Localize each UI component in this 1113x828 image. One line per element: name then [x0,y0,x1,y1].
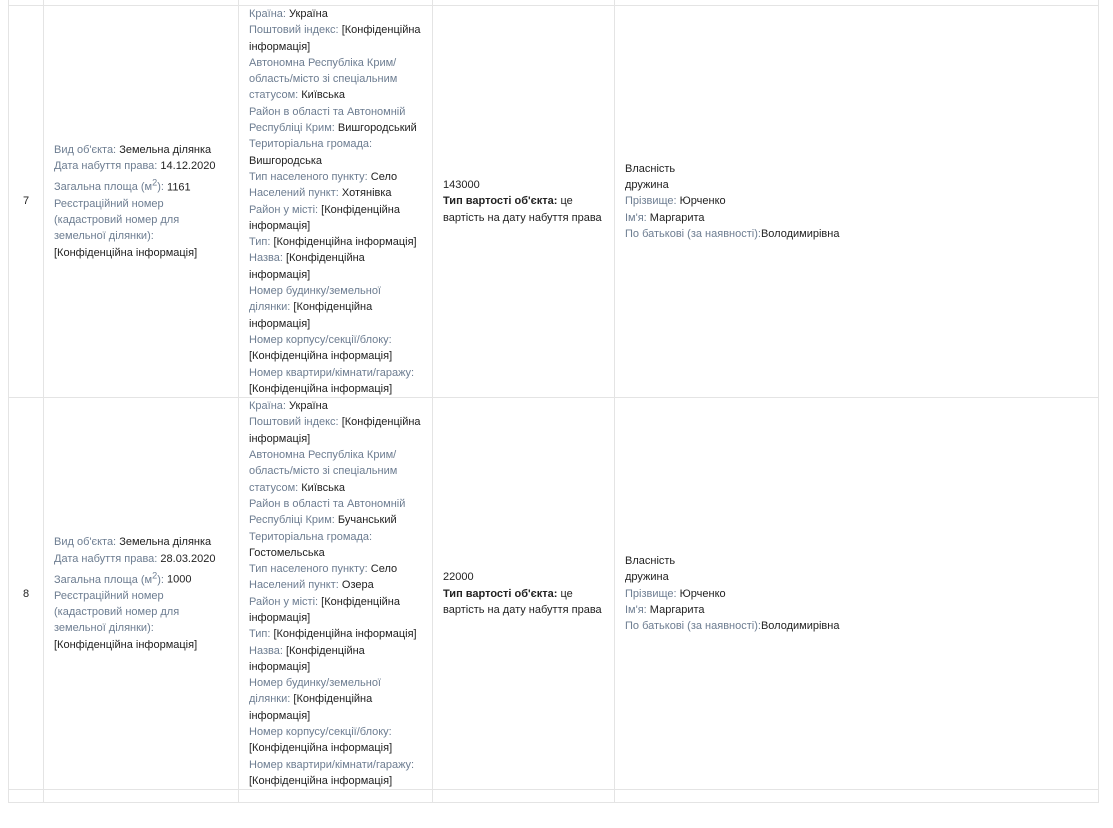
acquisition-date: Дата набуття права: 28.03.2020 [54,552,216,565]
street-type-label: Тип: [249,236,271,249]
community-label: Територіальна громада: [249,138,373,151]
value-type-value: це вартість на дату набуття права [443,195,602,224]
country-value: Україна [289,8,328,20]
object-cell [44,398,239,790]
patronymic-label: По батькові (за наявності): [625,228,761,240]
region-value: Київська [301,89,345,102]
apartment-value: [Конфіденційна інформація] [249,382,393,395]
object-type: Вид об'єкта: Земельна ділянка [54,536,212,549]
apartment-value: [Конфіденційна інформація] [249,774,393,787]
street-name-label: Назва: [249,644,283,657]
total-area: Загальна площа $(м^2)$: 1161 [54,177,191,194]
surname-value: Юрченко [679,587,726,600]
value-amount: 22000 [443,571,474,584]
block-label: Номер корпусу/секції/блоку: [249,726,392,739]
row-number: 8 [9,398,44,790]
value-amount: 143000 [443,179,480,192]
value-type-label: Тип вартості об'єкта: [443,195,558,208]
building-value: [Конфіденційна інформація] [249,301,373,330]
rights-cell [615,6,1099,398]
acquisition-date: Дата набуття права: 14.12.2020 [54,160,216,173]
community-label: Територіальна громада: [249,530,373,543]
patronymic-value: Володимирівна [760,228,840,240]
total-area: Загальна площа $(м^2)$: 1000 [54,569,192,586]
right-type: Власність [625,162,676,175]
block-value: [Конфіденційна інформація] [249,350,393,363]
surname-value: Юрченко [679,195,726,208]
street-type-value: [Конфіденційна інформація] [273,628,417,641]
surname-label: Прізвище: [625,587,677,600]
district-value: Вишгородський [337,122,417,135]
apartment-label: Номер квартири/кімнати/гаражу: [249,366,415,379]
value-type-label: Тип вартості об'єкта: [443,587,558,600]
community-value: Вишгородська [249,154,323,167]
street-name-label: Назва: [249,252,283,265]
settlement-value: Хотянівка [341,187,392,200]
postal-label: Поштовий індекс: [249,416,339,429]
cadastral-number: Реєстраційний номер (кадастровий номер для земельної ділянки): [Конфіденційна інформація] [54,589,198,651]
country-label: Країна: [249,400,286,413]
building-value: [Конфіденційна інформація] [249,693,373,722]
district-label: Район в області та Автономній Республіці Крим: [249,105,406,135]
settlement-type-value: Село [370,563,398,576]
settlement-type-label: Тип населеного пункту: [249,170,368,183]
block-value: [Конфіденційна інформація] [249,742,393,755]
right-type: Власність [625,554,676,567]
settlement-label: Населений пункт: [249,579,339,592]
city-district-value: [Конфіденційна інформація] [249,595,400,624]
postal-label: Поштовий індекс: [249,24,339,37]
building-label: Номер будинку/земельної ділянки: [249,285,381,314]
address-cell [239,398,433,790]
settlement-type-label: Тип населеного пункту: [249,563,368,576]
region-label: Автономна Республіка Крим/ область/місто зі спеціальним статусом: [249,449,398,494]
country-label: Країна: [249,8,286,20]
settlement-type-value: Село [370,170,398,183]
name-value: Маргарита [649,603,705,616]
city-district-label: Район у місті: [249,203,319,216]
city-district-value: [Конфіденційна інформація] [249,203,400,232]
table-row-next-start [9,790,1099,803]
table-row [9,6,1099,398]
street-type-label: Тип: [249,628,271,641]
value-cell [433,398,615,790]
street-type-value: [Конфіденційна інформація] [273,236,417,249]
district-label: Район в області та Автономній Республіці Крим: [249,497,406,527]
block-label: Номер корпусу/секції/блоку: [249,333,392,346]
land-plots-table [8,0,1099,803]
community-value: Гостомельська [249,546,325,559]
settlement-label: Населений пункт: [249,187,339,200]
cadastral-number: Реєстраційний номер (кадастровий номер для земельної ділянки): [Конфіденційна інформація] [54,197,198,259]
relation: дружина [625,179,669,192]
value-cell [433,6,615,398]
city-district-label: Район у місті: [249,595,319,608]
street-name-value: [Конфіденційна інформація] [249,252,365,281]
street-name-value: [Конфіденційна інформація] [249,644,365,673]
building-label: Номер будинку/земельної ділянки: [249,677,381,706]
region-value: Київська [301,481,345,494]
postal-value: [Конфіденційна інформація] [249,416,421,445]
name-value: Маргарита [649,211,705,224]
name-label: Ім'я: [625,211,647,224]
object-cell [44,6,239,398]
patronymic-label: По батькові (за наявності): [625,620,761,633]
relation: дружина [625,571,669,584]
patronymic-value: Володимирівна [760,620,840,633]
value-type-value: це вартість на дату набуття права [443,587,602,616]
row-number: 7 [9,6,44,398]
settlement-value: Озера [341,579,374,592]
region-label: Автономна Республіка Крим/ область/місто зі спеціальним статусом: [249,56,398,102]
address-cell [239,6,433,398]
district-value: Бучанський [337,514,397,527]
name-label: Ім'я: [625,603,647,616]
surname-label: Прізвище: [625,195,677,208]
apartment-label: Номер квартири/кімнати/гаражу: [249,758,415,771]
rights-cell [615,398,1099,790]
table-row [9,398,1099,790]
postal-value: [Конфіденційна інформація] [249,24,421,53]
country-value: Україна [289,400,328,413]
object-type: Вид об'єкта: Земельна ділянка [54,144,212,157]
